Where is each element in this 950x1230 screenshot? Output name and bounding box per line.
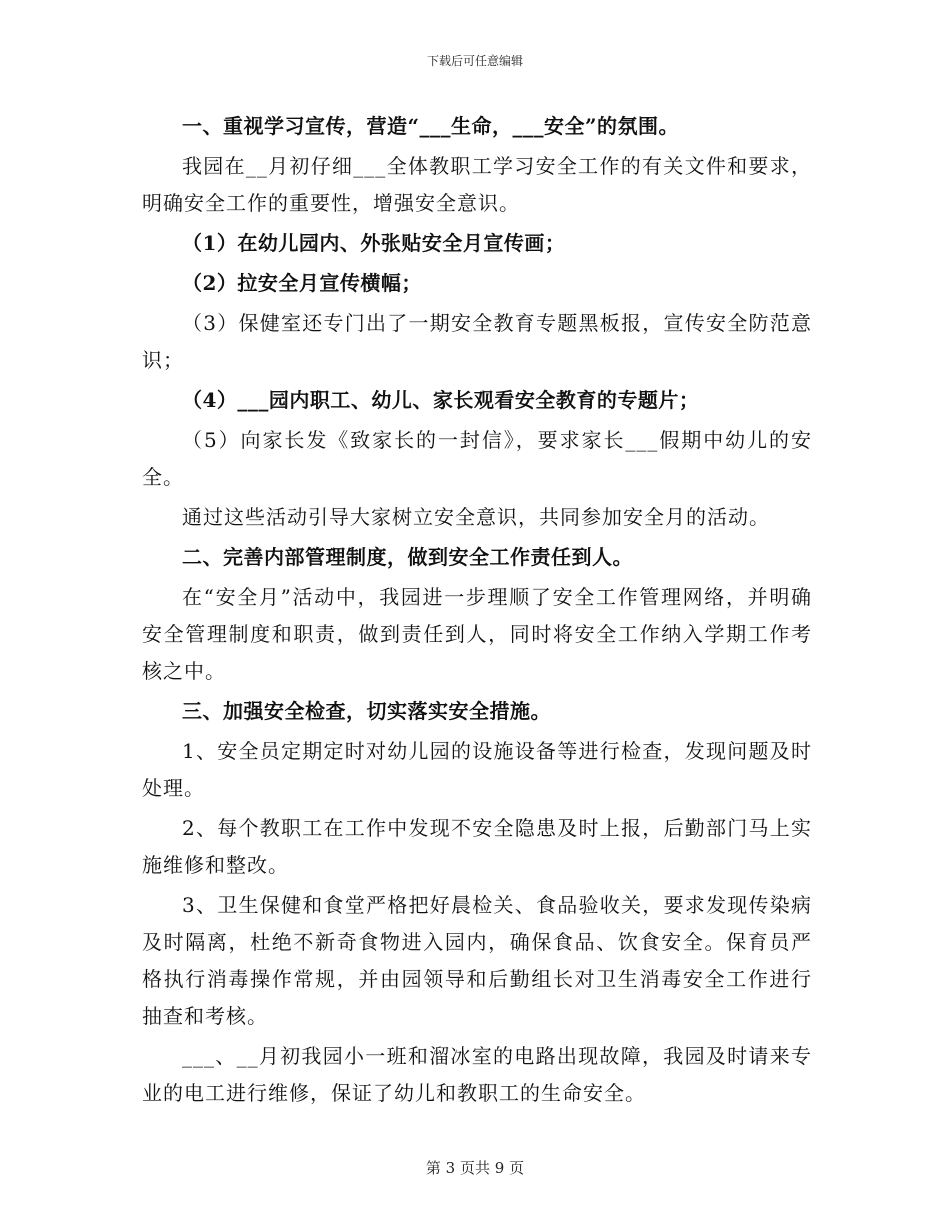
body-paragraph: ___、__月初我园小一班和溜冰室的电路出现故障，我园及时请来专业的电工进行维修，保证了幼儿和教职工的生命安全。 bbox=[142, 1044, 812, 1105]
list-item-bold: （2）拉安全月宣传横幅； bbox=[182, 271, 422, 295]
list-item: （5）向家长发《致家长的一封信》，要求家长___假期中幼儿的安全。 bbox=[142, 428, 812, 489]
page-footer: 第 3 页共 9 页 bbox=[425, 1159, 525, 1177]
section-heading-2: 二、完善内部管理制度，做到安全工作责任到人。 bbox=[182, 545, 633, 569]
list-item: 3、卫生保健和食堂严格把好晨检关、食品验收关，要求发现传染病及时隔离，杜绝不新奇食物进入园内，确保食品、饮食安全。保育员严格执行消毒操作常规，并由园领导和后勤组长对卫生消毒安全工作进行抽查和考核。 bbox=[142, 893, 812, 1028]
section-heading-3: 三、加强安全检查，切实落实安全措施。 bbox=[182, 699, 551, 723]
list-item: （3）保健室还专门出了一期安全教育专题黑板报，宣传安全防范意识； bbox=[142, 311, 812, 372]
body-paragraph: 在“安全月”活动中，我园进一步理顺了安全工作管理网络，并明确安全管理制度和职责，做到责任到人，同时将安全工作纳入学期工作考核之中。 bbox=[142, 585, 812, 683]
body-paragraph: 通过这些活动引导大家树立安全意识，共同参加安全月的活动。 bbox=[182, 505, 770, 529]
body-paragraph: 我园在__月初仔细___全体教职工学习安全工作的有关文件和要求，明确安全工作的重要性，增强安全意识。 bbox=[142, 154, 812, 215]
section-heading-1: 一、重视学习宣传，营造“___生命，___安全”的氛围。 bbox=[182, 114, 680, 138]
list-item: 1、安全员定期定时对幼儿园的设施设备等进行检查，发现问题及时处理。 bbox=[142, 739, 812, 800]
list-item-bold: （4）___园内职工、幼儿、家长观看安全教育的专题片； bbox=[182, 388, 700, 412]
list-item-bold: （1）在幼儿园内、外张贴安全月宣传画； bbox=[182, 231, 566, 255]
document-body bbox=[142, 108, 812, 1115]
page-header: 下载后可任意编辑 bbox=[426, 54, 523, 68]
list-item: 2、每个教职工在工作中发现不安全隐患及时上报，后勤部门马上实施维修和整改。 bbox=[142, 816, 812, 877]
